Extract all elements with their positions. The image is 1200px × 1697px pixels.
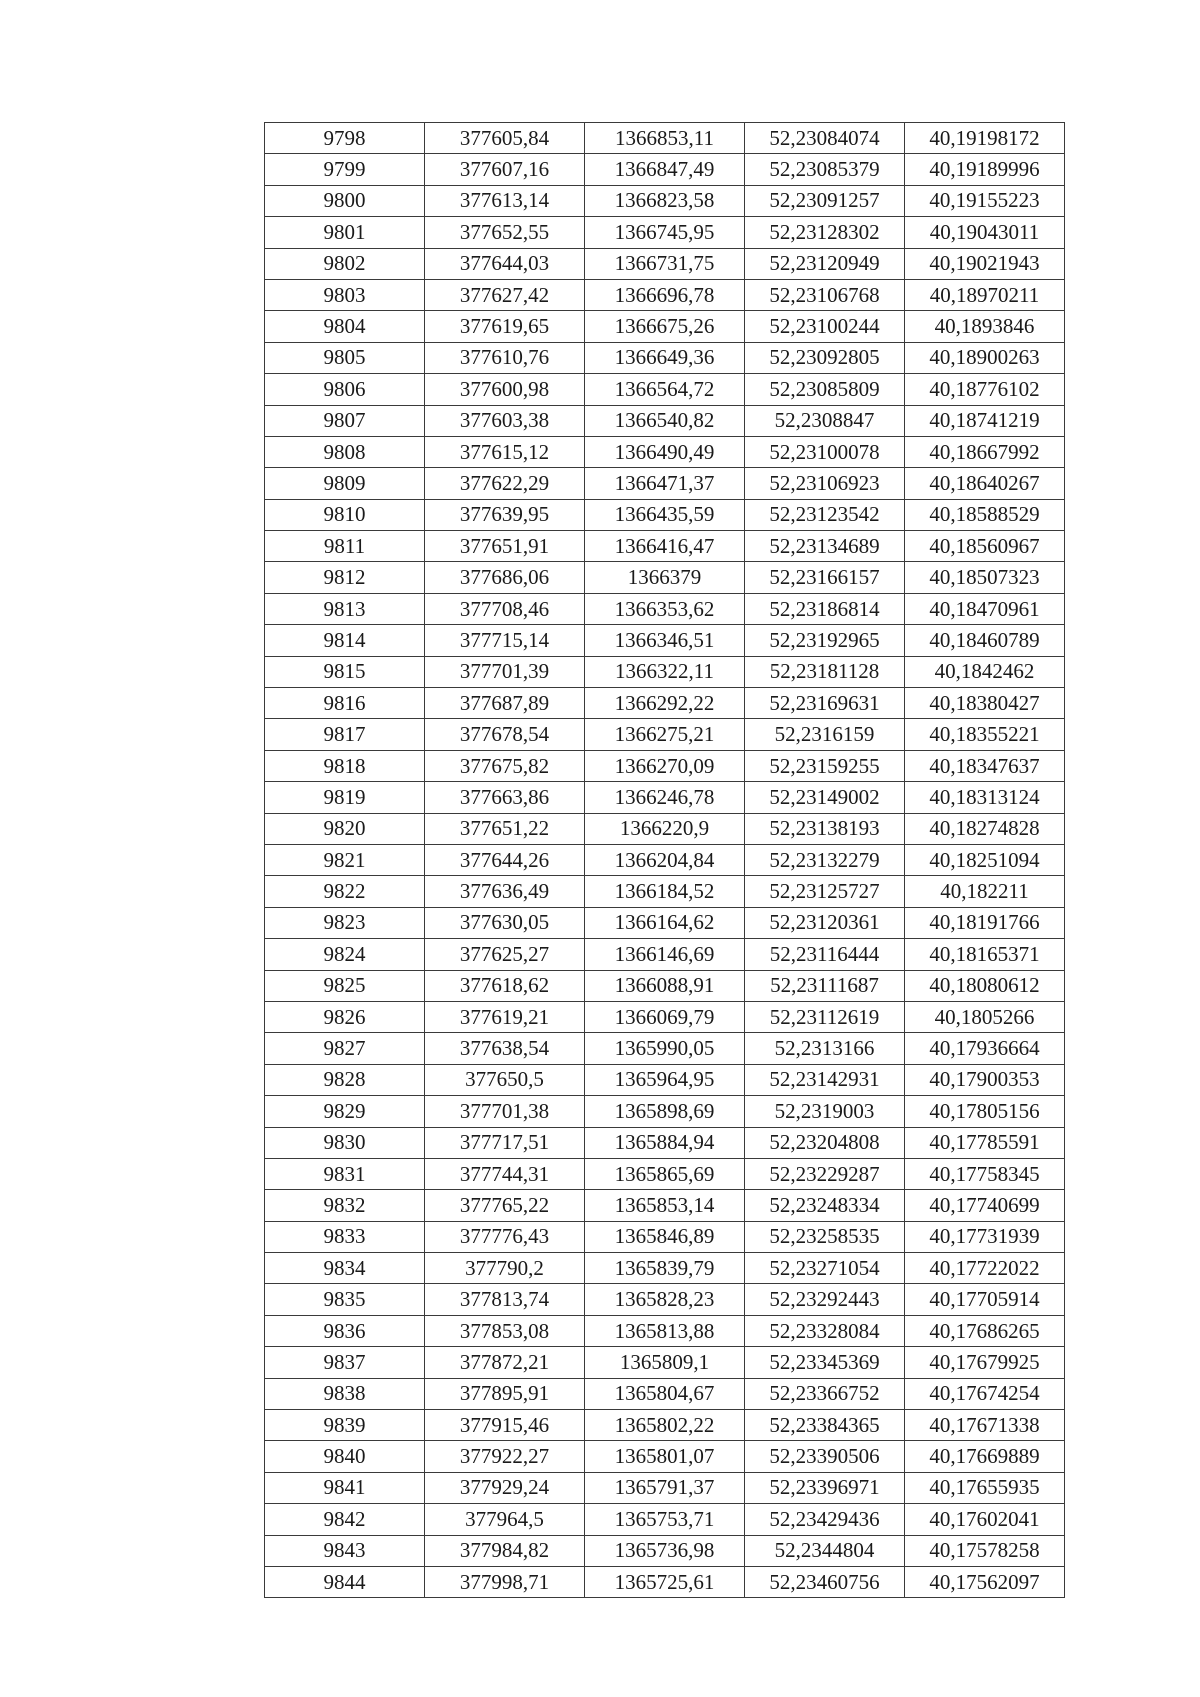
y-coordinate-cell: 1366088,91 [585, 970, 745, 1001]
point-number-cell: 9820 [265, 813, 425, 844]
y-coordinate-cell: 1366220,9 [585, 813, 745, 844]
x-coordinate-cell: 377853,08 [425, 1315, 585, 1346]
latitude-cell: 52,23192965 [745, 625, 905, 656]
y-coordinate-cell: 1365813,88 [585, 1315, 745, 1346]
point-number-cell: 9830 [265, 1127, 425, 1158]
table-row [265, 1504, 1065, 1535]
table-row [265, 1127, 1065, 1158]
table-row [265, 154, 1065, 185]
x-coordinate-cell: 377607,16 [425, 154, 585, 185]
latitude-cell: 52,23366752 [745, 1378, 905, 1409]
table-row [265, 1472, 1065, 1503]
table-row [265, 1221, 1065, 1252]
point-number-cell: 9812 [265, 562, 425, 593]
table-row [265, 593, 1065, 624]
y-coordinate-cell: 1365802,22 [585, 1410, 745, 1441]
latitude-cell: 52,23166157 [745, 562, 905, 593]
latitude-cell: 52,23292443 [745, 1284, 905, 1315]
x-coordinate-cell: 377998,71 [425, 1566, 585, 1597]
table-row [265, 1566, 1065, 1597]
longitude-cell: 40,17578258 [905, 1535, 1065, 1566]
x-coordinate-cell: 377872,21 [425, 1347, 585, 1378]
point-number-cell: 9815 [265, 656, 425, 687]
x-coordinate-cell: 377687,89 [425, 688, 585, 719]
latitude-cell: 52,23138193 [745, 813, 905, 844]
longitude-cell: 40,17731939 [905, 1221, 1065, 1252]
table-row [265, 1441, 1065, 1472]
table-row [265, 688, 1065, 719]
table-row [265, 907, 1065, 938]
y-coordinate-cell: 1365753,71 [585, 1504, 745, 1535]
longitude-cell: 40,18970211 [905, 279, 1065, 310]
longitude-cell: 40,1893846 [905, 311, 1065, 342]
x-coordinate-cell: 377630,05 [425, 907, 585, 938]
y-coordinate-cell: 1366540,82 [585, 405, 745, 436]
y-coordinate-cell: 1365839,79 [585, 1253, 745, 1284]
table-row [265, 970, 1065, 1001]
table-row [265, 1284, 1065, 1315]
longitude-cell: 40,17805156 [905, 1096, 1065, 1127]
longitude-cell: 40,17562097 [905, 1566, 1065, 1597]
x-coordinate-cell: 377652,55 [425, 217, 585, 248]
latitude-cell: 52,2316159 [745, 719, 905, 750]
x-coordinate-cell: 377622,29 [425, 468, 585, 499]
latitude-cell: 52,2319003 [745, 1096, 905, 1127]
y-coordinate-cell: 1366204,84 [585, 844, 745, 875]
y-coordinate-cell: 1366696,78 [585, 279, 745, 310]
y-coordinate-cell: 1366823,58 [585, 185, 745, 216]
point-number-cell: 9839 [265, 1410, 425, 1441]
longitude-cell: 40,17655935 [905, 1472, 1065, 1503]
x-coordinate-cell: 377651,91 [425, 531, 585, 562]
y-coordinate-cell: 1366322,11 [585, 656, 745, 687]
x-coordinate-cell: 377644,03 [425, 248, 585, 279]
latitude-cell: 52,23396971 [745, 1472, 905, 1503]
longitude-cell: 40,18741219 [905, 405, 1065, 436]
table-row [265, 1158, 1065, 1189]
point-number-cell: 9844 [265, 1566, 425, 1597]
longitude-cell: 40,1842462 [905, 656, 1065, 687]
table-row [265, 750, 1065, 781]
latitude-cell: 52,23186814 [745, 593, 905, 624]
y-coordinate-cell: 1365725,61 [585, 1566, 745, 1597]
y-coordinate-cell: 1365853,14 [585, 1190, 745, 1221]
longitude-cell: 40,18165371 [905, 939, 1065, 970]
y-coordinate-cell: 1366292,22 [585, 688, 745, 719]
point-number-cell: 9818 [265, 750, 425, 781]
point-number-cell: 9843 [265, 1535, 425, 1566]
latitude-cell: 52,23229287 [745, 1158, 905, 1189]
longitude-cell: 40,18460789 [905, 625, 1065, 656]
x-coordinate-cell: 377776,43 [425, 1221, 585, 1252]
y-coordinate-cell: 1365828,23 [585, 1284, 745, 1315]
point-number-cell: 9816 [265, 688, 425, 719]
longitude-cell: 40,18640267 [905, 468, 1065, 499]
point-number-cell: 9841 [265, 1472, 425, 1503]
latitude-cell: 52,23149002 [745, 782, 905, 813]
latitude-cell: 52,23085809 [745, 374, 905, 405]
table-row [265, 1347, 1065, 1378]
latitude-cell: 52,23345369 [745, 1347, 905, 1378]
y-coordinate-cell: 1366731,75 [585, 248, 745, 279]
y-coordinate-cell: 1366184,52 [585, 876, 745, 907]
point-number-cell: 9819 [265, 782, 425, 813]
table-row [265, 185, 1065, 216]
table-row [265, 1410, 1065, 1441]
x-coordinate-cell: 377618,62 [425, 970, 585, 1001]
x-coordinate-cell: 377765,22 [425, 1190, 585, 1221]
longitude-cell: 40,1805266 [905, 1001, 1065, 1032]
longitude-cell: 40,18251094 [905, 844, 1065, 875]
longitude-cell: 40,19198172 [905, 123, 1065, 154]
point-number-cell: 9825 [265, 970, 425, 1001]
latitude-cell: 52,23181128 [745, 656, 905, 687]
longitude-cell: 40,18191766 [905, 907, 1065, 938]
latitude-cell: 52,23085379 [745, 154, 905, 185]
table-row [265, 939, 1065, 970]
x-coordinate-cell: 377605,84 [425, 123, 585, 154]
latitude-cell: 52,23128302 [745, 217, 905, 248]
longitude-cell: 40,18380427 [905, 688, 1065, 719]
table-row [265, 719, 1065, 750]
point-number-cell: 9836 [265, 1315, 425, 1346]
point-number-cell: 9817 [265, 719, 425, 750]
point-number-cell: 9808 [265, 436, 425, 467]
point-number-cell: 9828 [265, 1064, 425, 1095]
point-number-cell: 9833 [265, 1221, 425, 1252]
longitude-cell: 40,18588529 [905, 499, 1065, 530]
table-row [265, 499, 1065, 530]
y-coordinate-cell: 1366564,72 [585, 374, 745, 405]
point-number-cell: 9798 [265, 123, 425, 154]
table-row [265, 279, 1065, 310]
y-coordinate-cell: 1366649,36 [585, 342, 745, 373]
longitude-cell: 40,17679925 [905, 1347, 1065, 1378]
longitude-cell: 40,17722022 [905, 1253, 1065, 1284]
table-row [265, 1033, 1065, 1064]
x-coordinate-cell: 377650,5 [425, 1064, 585, 1095]
y-coordinate-cell: 1366146,69 [585, 939, 745, 970]
point-number-cell: 9826 [265, 1001, 425, 1032]
point-number-cell: 9823 [265, 907, 425, 938]
y-coordinate-cell: 1366490,49 [585, 436, 745, 467]
y-coordinate-cell: 1366471,37 [585, 468, 745, 499]
latitude-cell: 52,23100244 [745, 311, 905, 342]
point-number-cell: 9807 [265, 405, 425, 436]
table-row [265, 311, 1065, 342]
latitude-cell: 52,23091257 [745, 185, 905, 216]
y-coordinate-cell: 1366379 [585, 562, 745, 593]
latitude-cell: 52,23125727 [745, 876, 905, 907]
table-row [265, 625, 1065, 656]
longitude-cell: 40,19043011 [905, 217, 1065, 248]
y-coordinate-cell: 1365990,05 [585, 1033, 745, 1064]
x-coordinate-cell: 377701,38 [425, 1096, 585, 1127]
y-coordinate-cell: 1366164,62 [585, 907, 745, 938]
latitude-cell: 52,23092805 [745, 342, 905, 373]
point-number-cell: 9829 [265, 1096, 425, 1127]
y-coordinate-cell: 1366069,79 [585, 1001, 745, 1032]
table-row [265, 405, 1065, 436]
latitude-cell: 52,23116444 [745, 939, 905, 970]
x-coordinate-cell: 377922,27 [425, 1441, 585, 1472]
longitude-cell: 40,18776102 [905, 374, 1065, 405]
table-row [265, 436, 1065, 467]
y-coordinate-cell: 1365865,69 [585, 1158, 745, 1189]
table-row [265, 1096, 1065, 1127]
x-coordinate-cell: 377708,46 [425, 593, 585, 624]
x-coordinate-cell: 377686,06 [425, 562, 585, 593]
x-coordinate-cell: 377619,65 [425, 311, 585, 342]
latitude-cell: 52,23271054 [745, 1253, 905, 1284]
table-row [265, 1190, 1065, 1221]
coordinates-table [264, 122, 1065, 1598]
longitude-cell: 40,17900353 [905, 1064, 1065, 1095]
table-row [265, 1253, 1065, 1284]
x-coordinate-cell: 377651,22 [425, 813, 585, 844]
longitude-cell: 40,19189996 [905, 154, 1065, 185]
point-number-cell: 9803 [265, 279, 425, 310]
latitude-cell: 52,23248334 [745, 1190, 905, 1221]
x-coordinate-cell: 377638,54 [425, 1033, 585, 1064]
table-row [265, 782, 1065, 813]
longitude-cell: 40,18667992 [905, 436, 1065, 467]
x-coordinate-cell: 377678,54 [425, 719, 585, 750]
latitude-cell: 52,23142931 [745, 1064, 905, 1095]
y-coordinate-cell: 1365964,95 [585, 1064, 745, 1095]
table-row [265, 1535, 1065, 1566]
x-coordinate-cell: 377639,95 [425, 499, 585, 530]
x-coordinate-cell: 377701,39 [425, 656, 585, 687]
y-coordinate-cell: 1365809,1 [585, 1347, 745, 1378]
latitude-cell: 52,23120949 [745, 248, 905, 279]
table-row [265, 1064, 1065, 1095]
latitude-cell: 52,23169631 [745, 688, 905, 719]
longitude-cell: 40,17758345 [905, 1158, 1065, 1189]
latitude-cell: 52,23100078 [745, 436, 905, 467]
point-number-cell: 9809 [265, 468, 425, 499]
latitude-cell: 52,23328084 [745, 1315, 905, 1346]
point-number-cell: 9821 [265, 844, 425, 875]
longitude-cell: 40,17674254 [905, 1378, 1065, 1409]
y-coordinate-cell: 1366416,47 [585, 531, 745, 562]
x-coordinate-cell: 377600,98 [425, 374, 585, 405]
x-coordinate-cell: 377915,46 [425, 1410, 585, 1441]
y-coordinate-cell: 1366853,11 [585, 123, 745, 154]
longitude-cell: 40,182211 [905, 876, 1065, 907]
longitude-cell: 40,18274828 [905, 813, 1065, 844]
table-row [265, 374, 1065, 405]
table-row [265, 531, 1065, 562]
longitude-cell: 40,19021943 [905, 248, 1065, 279]
y-coordinate-cell: 1365804,67 [585, 1378, 745, 1409]
table-row [265, 813, 1065, 844]
point-number-cell: 9822 [265, 876, 425, 907]
point-number-cell: 9838 [265, 1378, 425, 1409]
y-coordinate-cell: 1365791,37 [585, 1472, 745, 1503]
point-number-cell: 9814 [265, 625, 425, 656]
x-coordinate-cell: 377984,82 [425, 1535, 585, 1566]
point-number-cell: 9813 [265, 593, 425, 624]
longitude-cell: 40,17705914 [905, 1284, 1065, 1315]
point-number-cell: 9840 [265, 1441, 425, 1472]
y-coordinate-cell: 1366346,51 [585, 625, 745, 656]
x-coordinate-cell: 377675,82 [425, 750, 585, 781]
table-row [265, 342, 1065, 373]
table-row [265, 217, 1065, 248]
latitude-cell: 52,23106768 [745, 279, 905, 310]
table-row [265, 1378, 1065, 1409]
latitude-cell: 52,23460756 [745, 1566, 905, 1597]
y-coordinate-cell: 1365884,94 [585, 1127, 745, 1158]
latitude-cell: 52,23159255 [745, 750, 905, 781]
point-number-cell: 9827 [265, 1033, 425, 1064]
latitude-cell: 52,23429436 [745, 1504, 905, 1535]
coordinates-table-body [265, 123, 1065, 1598]
table-row [265, 123, 1065, 154]
point-number-cell: 9806 [265, 374, 425, 405]
latitude-cell: 52,23106923 [745, 468, 905, 499]
table-row [265, 1001, 1065, 1032]
x-coordinate-cell: 377625,27 [425, 939, 585, 970]
longitude-cell: 40,18507323 [905, 562, 1065, 593]
x-coordinate-cell: 377613,14 [425, 185, 585, 216]
y-coordinate-cell: 1365736,98 [585, 1535, 745, 1566]
y-coordinate-cell: 1366675,26 [585, 311, 745, 342]
point-number-cell: 9801 [265, 217, 425, 248]
table-row [265, 248, 1065, 279]
x-coordinate-cell: 377895,91 [425, 1378, 585, 1409]
latitude-cell: 52,23084074 [745, 123, 905, 154]
table-row [265, 562, 1065, 593]
x-coordinate-cell: 377627,42 [425, 279, 585, 310]
y-coordinate-cell: 1366246,78 [585, 782, 745, 813]
point-number-cell: 9831 [265, 1158, 425, 1189]
longitude-cell: 40,17785591 [905, 1127, 1065, 1158]
longitude-cell: 40,18355221 [905, 719, 1065, 750]
x-coordinate-cell: 377715,14 [425, 625, 585, 656]
latitude-cell: 52,23132279 [745, 844, 905, 875]
point-number-cell: 9802 [265, 248, 425, 279]
latitude-cell: 52,23384365 [745, 1410, 905, 1441]
x-coordinate-cell: 377636,49 [425, 876, 585, 907]
x-coordinate-cell: 377619,21 [425, 1001, 585, 1032]
point-number-cell: 9834 [265, 1253, 425, 1284]
latitude-cell: 52,23258535 [745, 1221, 905, 1252]
longitude-cell: 40,18080612 [905, 970, 1065, 1001]
y-coordinate-cell: 1366275,21 [585, 719, 745, 750]
y-coordinate-cell: 1366745,95 [585, 217, 745, 248]
longitude-cell: 40,17740699 [905, 1190, 1065, 1221]
longitude-cell: 40,18470961 [905, 593, 1065, 624]
point-number-cell: 9832 [265, 1190, 425, 1221]
y-coordinate-cell: 1366435,59 [585, 499, 745, 530]
longitude-cell: 40,18900263 [905, 342, 1065, 373]
table-row [265, 656, 1065, 687]
x-coordinate-cell: 377663,86 [425, 782, 585, 813]
longitude-cell: 40,18347637 [905, 750, 1065, 781]
latitude-cell: 52,23120361 [745, 907, 905, 938]
y-coordinate-cell: 1366270,09 [585, 750, 745, 781]
y-coordinate-cell: 1365898,69 [585, 1096, 745, 1127]
latitude-cell: 52,23134689 [745, 531, 905, 562]
x-coordinate-cell: 377717,51 [425, 1127, 585, 1158]
point-number-cell: 9835 [265, 1284, 425, 1315]
longitude-cell: 40,18560967 [905, 531, 1065, 562]
latitude-cell: 52,2313166 [745, 1033, 905, 1064]
latitude-cell: 52,23111687 [745, 970, 905, 1001]
table-row [265, 1315, 1065, 1346]
x-coordinate-cell: 377929,24 [425, 1472, 585, 1503]
point-number-cell: 9805 [265, 342, 425, 373]
point-number-cell: 9810 [265, 499, 425, 530]
longitude-cell: 40,18313124 [905, 782, 1065, 813]
y-coordinate-cell: 1366353,62 [585, 593, 745, 624]
point-number-cell: 9800 [265, 185, 425, 216]
x-coordinate-cell: 377964,5 [425, 1504, 585, 1535]
point-number-cell: 9799 [265, 154, 425, 185]
point-number-cell: 9824 [265, 939, 425, 970]
longitude-cell: 40,17602041 [905, 1504, 1065, 1535]
longitude-cell: 40,17671338 [905, 1410, 1065, 1441]
x-coordinate-cell: 377610,76 [425, 342, 585, 373]
latitude-cell: 52,23123542 [745, 499, 905, 530]
point-number-cell: 9811 [265, 531, 425, 562]
table-row [265, 876, 1065, 907]
x-coordinate-cell: 377790,2 [425, 1253, 585, 1284]
point-number-cell: 9842 [265, 1504, 425, 1535]
point-number-cell: 9804 [265, 311, 425, 342]
latitude-cell: 52,23112619 [745, 1001, 905, 1032]
x-coordinate-cell: 377644,26 [425, 844, 585, 875]
longitude-cell: 40,17669889 [905, 1441, 1065, 1472]
x-coordinate-cell: 377615,12 [425, 436, 585, 467]
x-coordinate-cell: 377744,31 [425, 1158, 585, 1189]
point-number-cell: 9837 [265, 1347, 425, 1378]
y-coordinate-cell: 1366847,49 [585, 154, 745, 185]
table-row [265, 844, 1065, 875]
x-coordinate-cell: 377813,74 [425, 1284, 585, 1315]
y-coordinate-cell: 1365801,07 [585, 1441, 745, 1472]
x-coordinate-cell: 377603,38 [425, 405, 585, 436]
table-row [265, 468, 1065, 499]
latitude-cell: 52,23204808 [745, 1127, 905, 1158]
longitude-cell: 40,17936664 [905, 1033, 1065, 1064]
latitude-cell: 52,2308847 [745, 405, 905, 436]
longitude-cell: 40,17686265 [905, 1315, 1065, 1346]
latitude-cell: 52,23390506 [745, 1441, 905, 1472]
latitude-cell: 52,2344804 [745, 1535, 905, 1566]
longitude-cell: 40,19155223 [905, 185, 1065, 216]
y-coordinate-cell: 1365846,89 [585, 1221, 745, 1252]
